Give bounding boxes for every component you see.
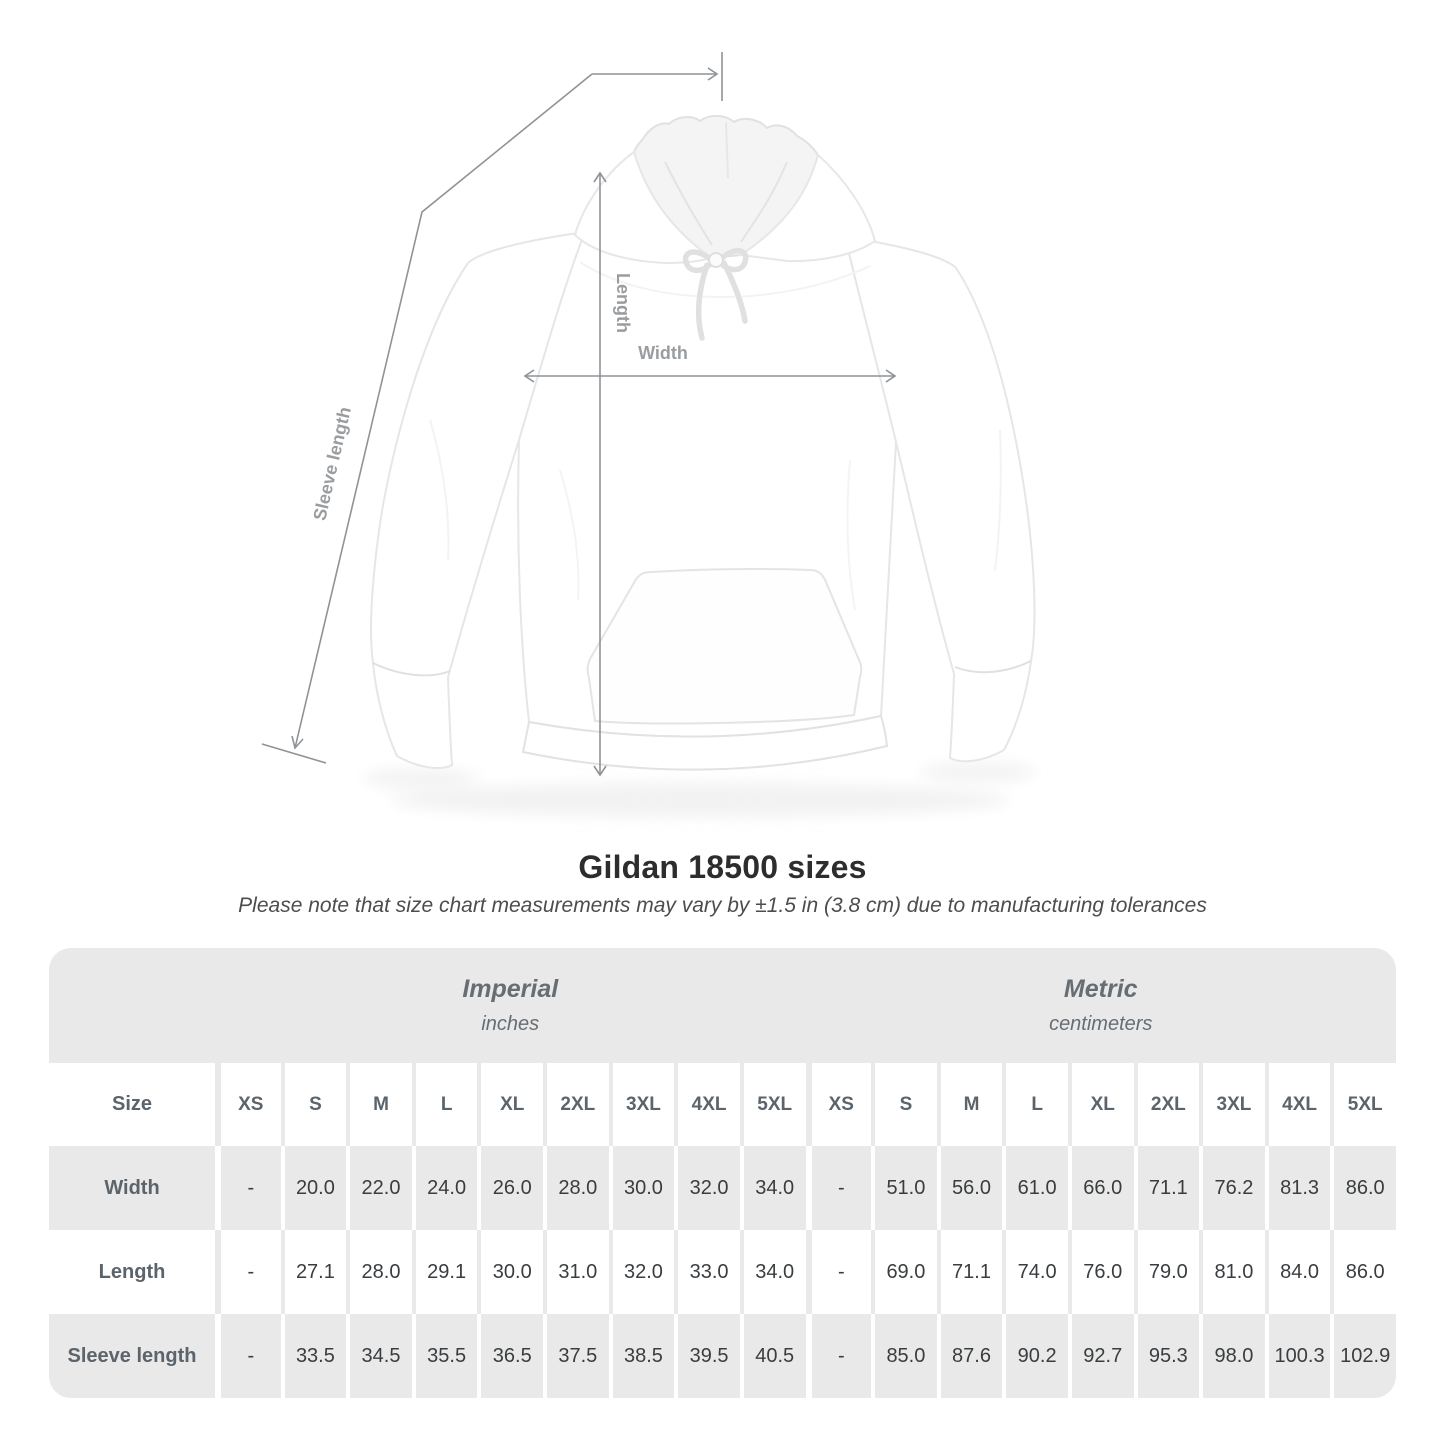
metric-unit: centimeters: [1049, 1013, 1153, 1035]
table-cell: 33.5: [281, 1314, 347, 1398]
table-cell: 28.0: [543, 1146, 609, 1230]
table-cell: 26.0: [477, 1146, 543, 1230]
col-header: M: [937, 1063, 1003, 1146]
table-cell: 100.3: [1265, 1314, 1331, 1398]
table-cell: 30.0: [477, 1230, 543, 1314]
col-header: XL: [477, 1063, 543, 1146]
table-cell: 66.0: [1068, 1146, 1134, 1230]
sleeve-length-label: Sleeve length: [309, 404, 355, 523]
table-cell: 38.5: [609, 1314, 675, 1398]
col-header: L: [412, 1063, 478, 1146]
table-cell: 79.0: [1134, 1230, 1200, 1314]
table-cell: -: [806, 1230, 872, 1314]
table-cell: 76.0: [1068, 1230, 1134, 1314]
table-cell: 28.0: [346, 1230, 412, 1314]
table-cell: 36.5: [477, 1314, 543, 1398]
col-header: 3XL: [1199, 1063, 1265, 1146]
hood: [575, 116, 875, 263]
col-header: XS: [215, 1063, 281, 1146]
table-cell: 34.5: [346, 1314, 412, 1398]
table-cell: -: [215, 1230, 281, 1314]
imperial-label: Imperial: [462, 975, 559, 1003]
table-header-band: [49, 948, 1396, 1063]
col-header: S: [871, 1063, 937, 1146]
col-header: 2XL: [543, 1063, 609, 1146]
table-cell: 86.0: [1330, 1146, 1396, 1230]
table-cell: 98.0: [1199, 1314, 1265, 1398]
table-cell: 35.5: [412, 1314, 478, 1398]
col-header: S: [281, 1063, 347, 1146]
table-cell: 87.6: [937, 1314, 1003, 1398]
drawstring-knot: [709, 253, 723, 267]
col-header: XS: [806, 1063, 872, 1146]
page-title: Gildan 18500 sizes: [578, 849, 867, 885]
table-cell: 27.1: [281, 1230, 347, 1314]
col-header: L: [1002, 1063, 1068, 1146]
table-cell: 86.0: [1330, 1230, 1396, 1314]
tolerance-note: Please note that size chart measurements may vary by ±1.5 in (3.8 cm) due to manufacturing tolerances: [238, 894, 1207, 917]
table-cell: 61.0: [1002, 1146, 1068, 1230]
table-cell: 76.2: [1199, 1146, 1265, 1230]
table-cell: 34.0: [740, 1230, 806, 1314]
col-header: XL: [1068, 1063, 1134, 1146]
table-cell: 95.3: [1134, 1314, 1200, 1398]
table-cell: 92.7: [1068, 1314, 1134, 1398]
row-label: Length: [98, 1260, 166, 1283]
imperial-unit: inches: [481, 1013, 540, 1035]
col-header: 5XL: [1330, 1063, 1396, 1146]
table-cell: 24.0: [412, 1146, 478, 1230]
row-label: Width: [49, 1146, 215, 1230]
table-row-length: [49, 1230, 1396, 1314]
table-cell: 74.0: [1002, 1230, 1068, 1314]
col-header: 3XL: [609, 1063, 675, 1146]
length-label: Length: [613, 273, 633, 333]
table-cell: 51.0: [871, 1146, 937, 1230]
col-header: M: [346, 1063, 412, 1146]
col-header: 4XL: [674, 1063, 740, 1146]
size-table: [49, 948, 1396, 1398]
col-header: 4XL: [1265, 1063, 1331, 1146]
table-cell: -: [215, 1314, 281, 1398]
table-cell: 20.0: [281, 1146, 347, 1230]
table-cell: 71.1: [937, 1230, 1003, 1314]
col-header: 2XL: [1134, 1063, 1200, 1146]
size-header-cell: Size: [111, 1093, 153, 1115]
unit-group-imperial: [215, 975, 806, 1036]
table-cell: 31.0: [543, 1230, 609, 1314]
row-label: Sleeve length: [49, 1314, 215, 1398]
table-cell: 37.5: [543, 1314, 609, 1398]
table-cell: 85.0: [871, 1314, 937, 1398]
table-cell: 33.0: [674, 1230, 740, 1314]
table-cell: 32.0: [609, 1230, 675, 1314]
table-cell: 34.0: [740, 1146, 806, 1230]
unit-group-metric: [806, 975, 1397, 1036]
width-label: Width: [638, 343, 688, 363]
table-cell: 90.2: [1002, 1314, 1068, 1398]
kangaroo-pocket: [588, 569, 862, 723]
table-row-width: [49, 1146, 1396, 1230]
table-cell: 40.5: [740, 1314, 806, 1398]
table-cell: 69.0: [871, 1230, 937, 1314]
table-cell: 30.0: [609, 1146, 675, 1230]
size-header-row: [49, 1063, 1396, 1146]
table-cell: -: [806, 1314, 872, 1398]
table-cell: 84.0: [1265, 1230, 1331, 1314]
table-cell: 22.0: [346, 1146, 412, 1230]
table-row-sleeve-length: [49, 1314, 1396, 1398]
table-cell: 39.5: [674, 1314, 740, 1398]
table-cell: 81.3: [1265, 1146, 1331, 1230]
table-cell: -: [806, 1146, 872, 1230]
table-cell: 102.9: [1330, 1314, 1396, 1398]
table-cell: 29.1: [412, 1230, 478, 1314]
col-header: 5XL: [740, 1063, 806, 1146]
table-cell: 32.0: [674, 1146, 740, 1230]
table-cell: 71.1: [1134, 1146, 1200, 1230]
table-cell: 81.0: [1199, 1230, 1265, 1314]
metric-label: Metric: [1063, 975, 1138, 1003]
table-cell: -: [215, 1146, 281, 1230]
table-cell: 56.0: [937, 1146, 1003, 1230]
